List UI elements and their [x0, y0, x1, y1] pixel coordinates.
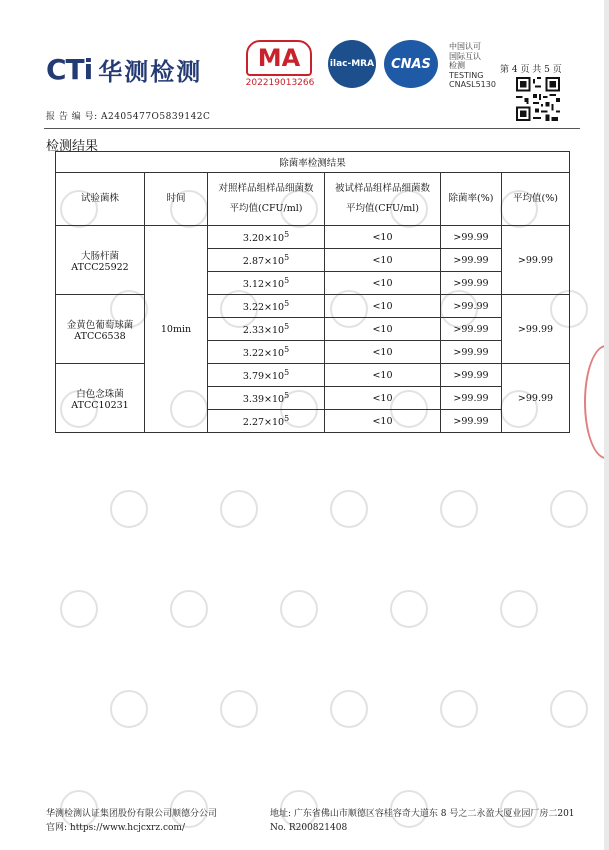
watermark-icon: [330, 490, 368, 528]
control-count-cell: [208, 364, 325, 387]
watermark-icon: [170, 590, 208, 628]
control-count-cell: [208, 410, 325, 433]
footer-right: [270, 807, 575, 835]
header-test-line1: 被试样品组样品细菌数: [334, 183, 430, 194]
company-logo: [46, 52, 202, 87]
control-mantissa: 2.33×10: [242, 325, 285, 337]
strain-cell: [56, 226, 145, 295]
accreditation-line: 国际互认: [449, 51, 481, 61]
header-control-line2: 平均值(CFU/ml): [229, 203, 303, 214]
cma-mark: [242, 40, 318, 90]
control-count-cell: [208, 249, 325, 272]
control-mantissa: 3.39×10: [242, 394, 285, 406]
page-number: 第 4 页 共 5 页: [500, 65, 562, 75]
header-divider: [44, 128, 580, 129]
strain-code: ATCC25922: [71, 261, 129, 273]
table-header-row: [56, 173, 570, 226]
footer-address: 地址: 广东省佛山市顺德区容桂容奇大道东 8 号之二永盈大厦业园厂房二201: [270, 809, 575, 819]
control-count-cell: [208, 341, 325, 364]
rate-cell: >99.99: [441, 226, 502, 249]
header-rate: 除菌率(%): [441, 173, 502, 226]
control-exponent: 5: [284, 298, 290, 308]
control-mantissa: 3.12×10: [242, 279, 285, 291]
watermark-icon: [60, 590, 98, 628]
control-count-cell: [208, 318, 325, 341]
cma-logo: MA: [246, 40, 312, 76]
cnas-logo: CNAS: [384, 40, 438, 88]
table-row: [56, 364, 570, 387]
strain-name: 金黄色葡萄球菌: [66, 319, 134, 331]
test-count-cell: <10: [325, 364, 441, 387]
rate-cell: >99.99: [441, 272, 502, 295]
cma-number: 202219013266: [245, 78, 315, 88]
header-strain: 试验菌株: [56, 173, 145, 226]
watermark-icon: [220, 690, 258, 728]
average-cell: >99.99: [502, 295, 570, 364]
table-title-row: [56, 152, 570, 173]
watermark-icon: [110, 690, 148, 728]
test-count-cell: <10: [325, 341, 441, 364]
test-count-cell: <10: [325, 249, 441, 272]
strain-cell: [56, 295, 145, 364]
watermark-icon: [550, 690, 588, 728]
header-control: [208, 173, 325, 226]
watermark-icon: [280, 590, 318, 628]
average-cell: >99.99: [502, 226, 570, 295]
watermark-icon: [110, 490, 148, 528]
control-exponent: 5: [284, 321, 290, 331]
control-exponent: 5: [284, 344, 290, 354]
average-cell: >99.99: [502, 364, 570, 433]
table-title: 除菌率检测结果: [56, 152, 570, 173]
watermark-icon: [440, 490, 478, 528]
control-exponent: 5: [284, 275, 290, 285]
accreditation-line: 检测: [449, 61, 465, 70]
report-number: 报 告 编 号: A2405477O5839142C: [46, 112, 211, 122]
test-count-cell: <10: [325, 295, 441, 318]
rate-cell: >99.99: [441, 364, 502, 387]
test-count-cell: <10: [325, 410, 441, 433]
watermark-icon: [390, 590, 428, 628]
accreditation-line: TESTING: [449, 70, 484, 80]
rate-cell: >99.99: [441, 341, 502, 364]
logo-latin: CTi: [46, 53, 93, 86]
footer-left: [46, 807, 217, 835]
accreditation-line: 中国认可: [449, 42, 481, 51]
rate-cell: >99.99: [441, 318, 502, 341]
test-count-cell: <10: [325, 272, 441, 295]
watermark-icon: [330, 690, 368, 728]
control-mantissa: 2.87×10: [242, 256, 285, 268]
table-row: [56, 226, 570, 249]
watermark-icon: [220, 490, 258, 528]
rate-cell: >99.99: [441, 387, 502, 410]
header-time: 时间: [145, 173, 208, 226]
strain-name: 白色念珠菌: [76, 388, 124, 400]
test-count-cell: <10: [325, 318, 441, 341]
control-exponent: 5: [284, 390, 290, 400]
control-mantissa: 3.22×10: [242, 302, 285, 314]
strain-cell: [56, 364, 145, 433]
company-seal: [584, 345, 604, 459]
watermark-icon: [500, 590, 538, 628]
watermark-icon: [440, 690, 478, 728]
control-mantissa: 3.22×10: [242, 348, 285, 360]
control-mantissa: 3.20×10: [242, 233, 285, 245]
strain-name: 大肠杆菌: [80, 250, 119, 262]
table-row: [56, 295, 570, 318]
control-count-cell: [208, 387, 325, 410]
watermark-icon: [550, 490, 588, 528]
control-mantissa: 3.79×10: [242, 371, 285, 383]
control-exponent: 5: [284, 252, 290, 262]
header-test: [325, 173, 441, 226]
test-count-cell: <10: [325, 387, 441, 410]
header-test-line2: 平均值(CFU/ml): [345, 203, 420, 214]
results-table: [55, 151, 570, 433]
control-exponent: 5: [284, 367, 290, 377]
ilac-mra-logo: ilac-MRA: [328, 40, 376, 88]
control-exponent: 5: [284, 229, 290, 239]
control-count-cell: [208, 272, 325, 295]
rate-cell: >99.99: [441, 410, 502, 433]
logo-chinese: 华测检测: [98, 58, 203, 86]
control-mantissa: 2.27×10: [242, 417, 285, 429]
accreditation-line: CNASL5130: [449, 80, 496, 89]
control-count-cell: [208, 226, 325, 249]
strain-code: ATCC6538: [74, 330, 126, 342]
control-exponent: 5: [284, 413, 290, 423]
footer-postal-no: No. R200821408: [270, 823, 348, 833]
rate-cell: >99.99: [441, 295, 502, 318]
test-count-cell: <10: [325, 226, 441, 249]
section-title: 检测结果: [46, 139, 99, 154]
time-cell: 10min: [145, 226, 208, 433]
control-count-cell: [208, 295, 325, 318]
header-control-line1: 对照样品组样品细菌数: [218, 183, 314, 194]
rate-cell: >99.99: [441, 249, 502, 272]
report-header: [0, 0, 604, 125]
footer-company: 华测检测认证集团股份有限公司顺德分公司: [46, 809, 218, 819]
qr-code[interactable]: [516, 77, 560, 121]
accreditation-text: [449, 42, 496, 90]
footer-website[interactable]: 官网: https://www.hcjcxrz.com/: [46, 823, 185, 833]
strain-code: ATCC10231: [71, 399, 129, 411]
header-average: 平均值(%): [502, 173, 570, 226]
